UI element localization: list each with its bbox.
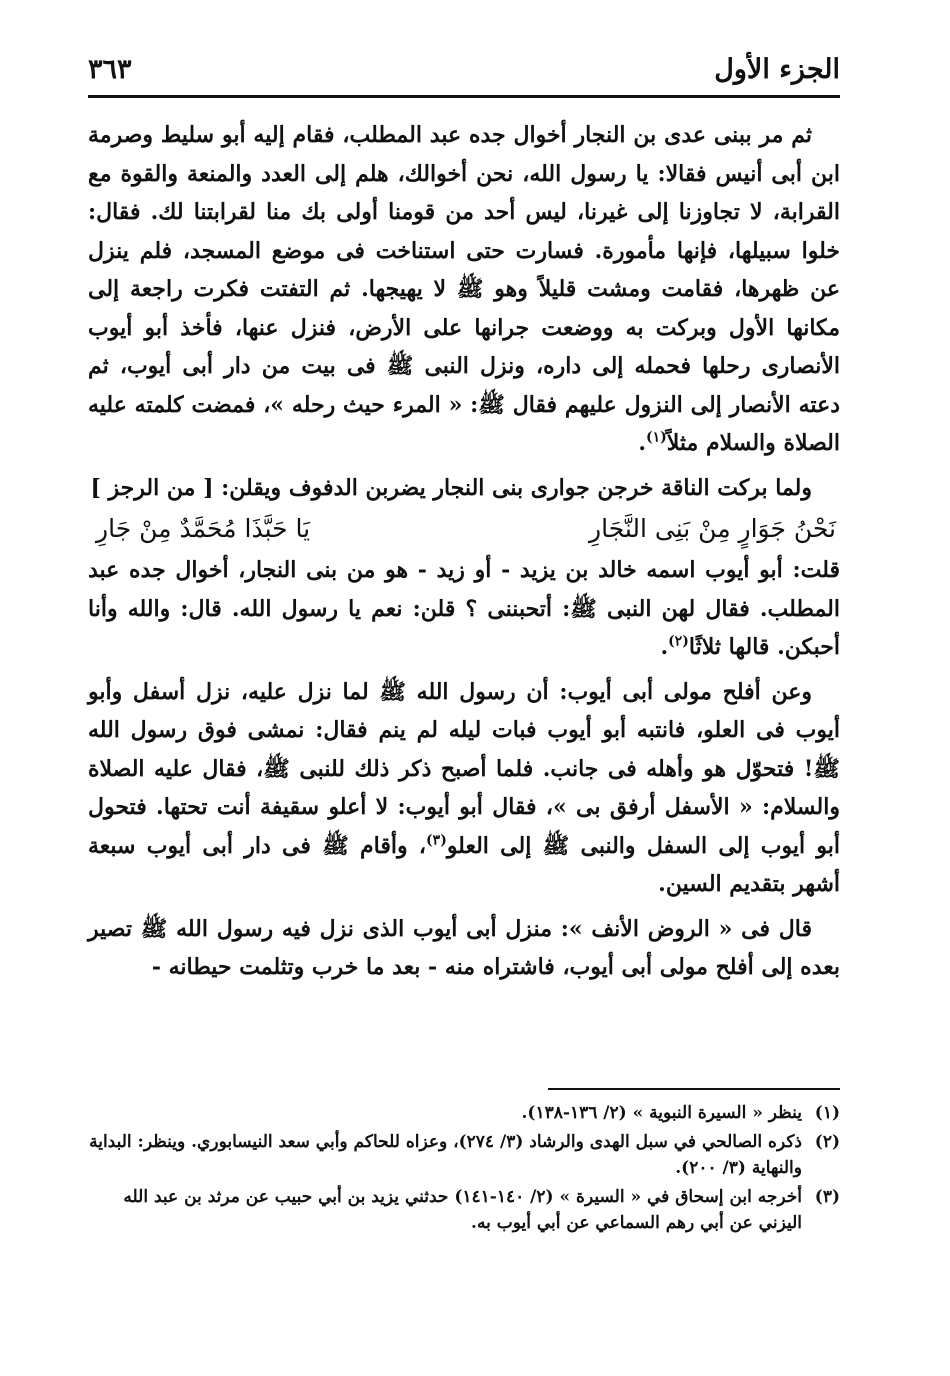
page-header [88,48,840,94]
footnote-number: (١) [814,1103,840,1123]
paragraph-text: ثم مر ببنى عدى بن النجار أخوال جده عبد المطلب، فقام إليه أبو سليط وصرمة ابن أبى أنيس فقالا: يا رسول الله، نحن أخوالك، هلم إلى العدد والمنعة والقوة مع القرابة، لا تجاوزنا إلى غيرنا، ليس أحد من قومنا أولى بك منا لقرابتنا لك. فقال: خلوا سبيلها، فإنها مأمورة. فسارت حتى استناخت فى موضع المسجد، فلم ينزل عن ظهرها، فقامت ومشت قليلاً وهو ﷺ لا يهيجها. ثم التفتت فكرت راجعة إلى مكانها الأول وبركت به ووضعت جرانها على الأرض، فنزل عنها، فأخذ أبو أيوب الأنصارى رحلها فحمله إلى داره، ونزل النبى ﷺ فى بيت من دار أبى أيوب، ثم دعته الأنصار إلى النزول عليهم فقال ﷺ: « المرء حيث رحله »، فمضت كلمته عليه الصلاة والسلام مثلاً [88,122,840,456]
paragraph-text: قلت: أبو أيوب اسمه خالد بن يزيد - أو زيد - هو من بنى النجار، أخوال جده عبد المطلب. فقال لهن النبى ﷺ: أتحبننى ؟ قلن: نعم يا رسول الله. قال: والله وأنا أحبكن. قالها ثلاثًا [88,557,840,660]
page-number: ٣٦٣ [88,54,132,85]
poem-verse [88,507,840,551]
footnote-ref: (١) [645,429,667,446]
paragraph-text: ولما بركت الناقة خرجن جوارى بنى النجار يضربن الدفوف ويقلن: [ من الرجز ] [90,474,812,501]
footnote-number: (٣) [814,1187,840,1207]
footnote-ref: (٢) [668,633,689,650]
volume-title: الجزء الأول [714,54,840,85]
punctuation: . [660,634,669,660]
footnote-text: أخرجه ابن إسحاق في « السيرة » (٢/ ١٤٠-١٤١) حدثني يزيد بن أبي حبيب عن مرثد بن عبد الله اليزني عن أبي رهم السماعي عن أبي أيوب به. [123,1187,802,1233]
footnote-divider [548,1088,840,1090]
footnotes [88,1100,840,1239]
main-text [88,116,840,987]
paragraph [88,469,840,508]
paragraph [88,910,840,987]
header-divider [88,95,840,98]
paragraph [88,551,840,667]
punctuation: . [638,430,646,456]
footnote-text: ذكره الصالحي في سبل الهدى والرشاد (٣/ ٢٧٤)، وعزاه للحاكم وأبي سعد النيسابوري. وينظر: البداية والنهاية (٣/ ٢٠٠). [89,1132,802,1178]
footnote [88,1100,840,1126]
footnote-ref: (٣) [426,832,447,849]
paragraph-text: ، وأقام ﷺ فى دار أبى أيوب سبعة أشهر بتقديم السين. [88,832,840,897]
footnote [88,1184,840,1236]
paragraph [88,116,840,463]
paragraph [88,673,840,904]
footnote-text: ينظر « السيرة النبوية » (٢/ ١٣٦-١٣٨). [521,1103,802,1123]
verse-first-hemistich: نَحْنُ جَوَارٍ مِنْ بَنِى النَّجَارِ [589,514,836,543]
paragraph-text: وعن أفلح مولى أبى أيوب: أن رسول الله ﷺ لما نزل عليه، نزل أسفل وأبو أيوب فى العلو، فانتبه أبو أيوب فبات ليله لم ينم فقال: نمشى فوق رسول الله ﷺ! فتحوّل هو وأهله فى جانب. فلما أصبح ذكر ذلك للنبى ﷺ، فقال عليه الصلاة والسلام: « الأسفل أرفق بى »، فقال أبو أيوب: لا أعلو سقيفة أنت تحتها. فتحول أبو أيوب إلى السفل والنبى ﷺ إلى العلو [88,678,840,859]
paragraph-text: قال فى « الروض الأنف »: منزل أبى أيوب الذى نزل فيه رسول الله ﷺ تصير بعده إلى أفلح مولى أبى أيوب، فاشتراه منه - بعد ما خرب وتثلمت حيطانه - [88,915,840,980]
footnote-number: (٢) [814,1132,840,1152]
footnote [88,1129,840,1181]
verse-second-hemistich: يَا حَبَّذَا مُحَمَّدٌ مِنْ جَارِ [96,514,311,543]
